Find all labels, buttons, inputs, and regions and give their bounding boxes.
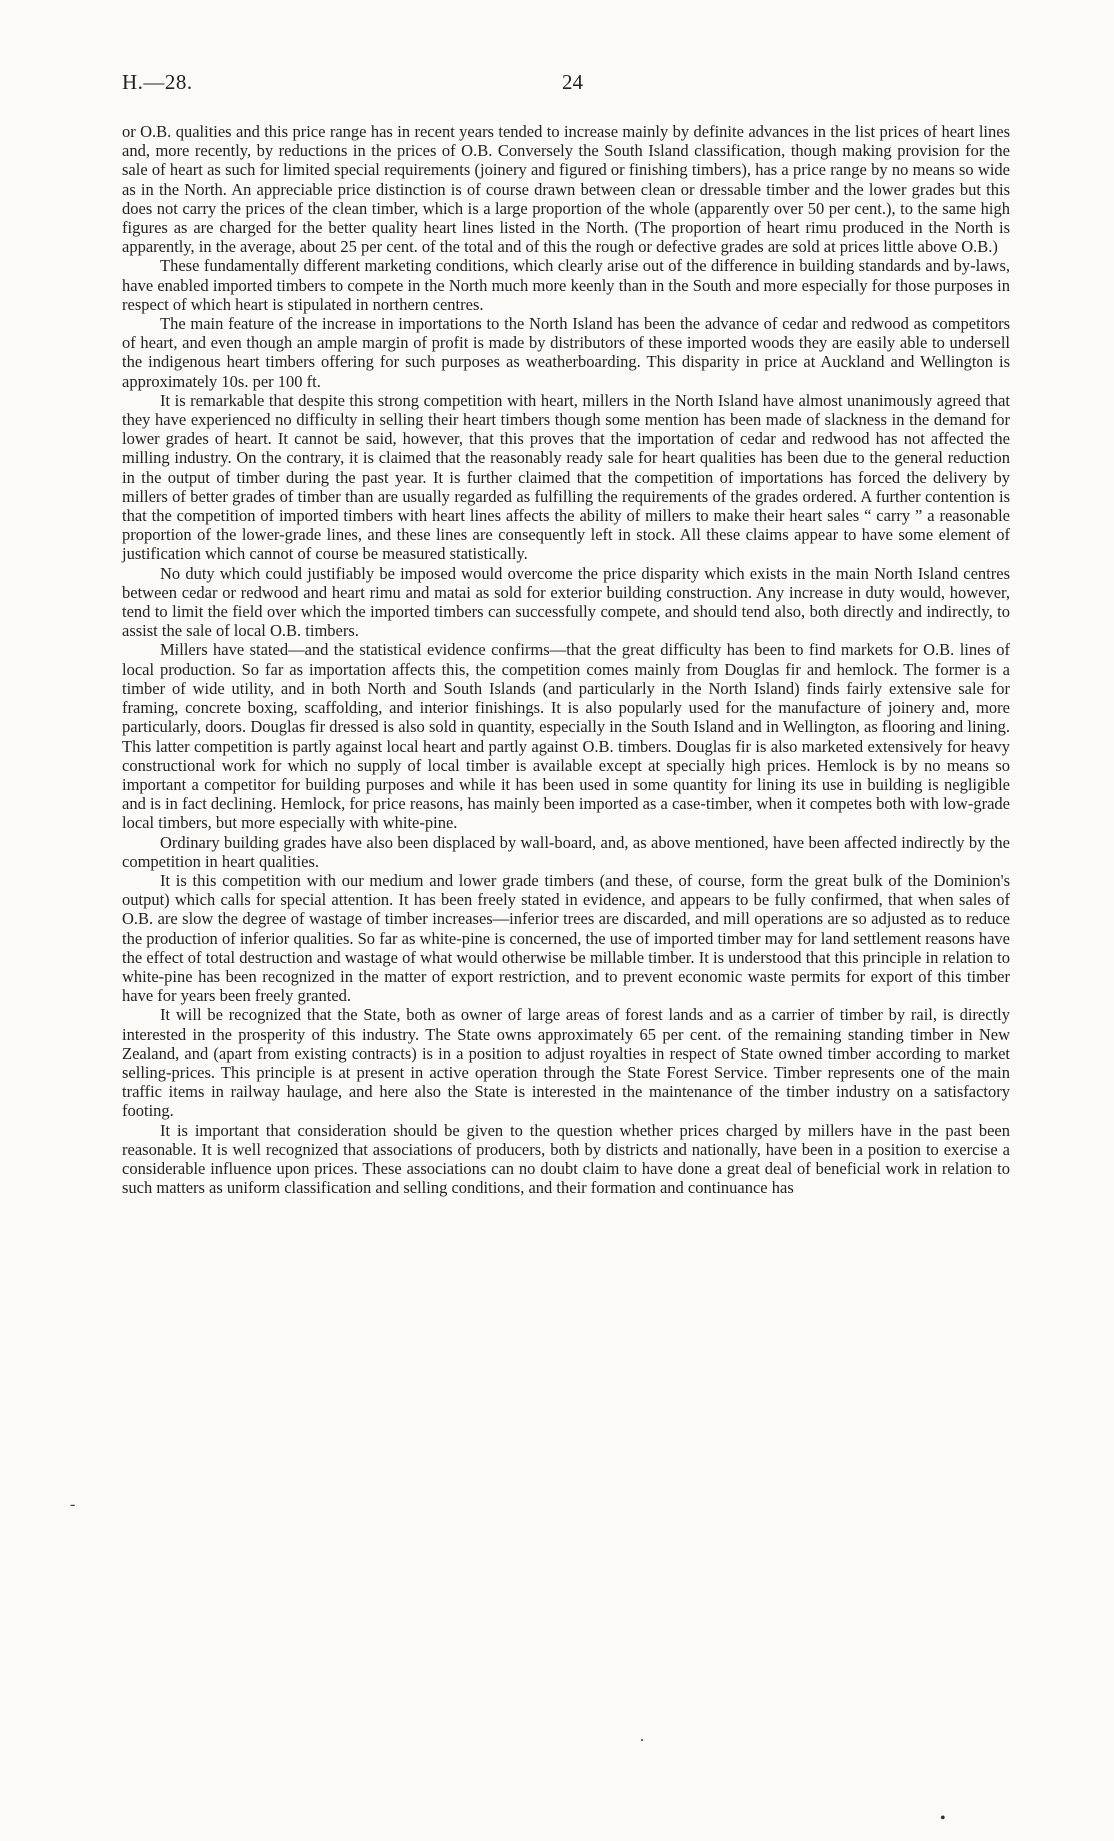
paragraph-3: The main feature of the increase in importations to the North Island has been the advance of cedar and redwood as competitors of heart, and even though an ample margin of profit is made by distributors of these imported woods they are easily able to undersell the indigenous heart timbers offering for such purposes as weatherboarding. This disparity in price at Auckland and Wellington is approximately 10s. per 100 ft. bbox=[122, 314, 1010, 391]
page-header bbox=[122, 70, 1002, 100]
paragraph-1: or O.B. qualities and this price range has in recent years tended to increase mainly by definite advances in the list prices of heart lines and, more recently, by reductions in the prices of O.B. Conversely the South Island classification, though making provision for the sale of heart as such for limited special requirements (joinery and figured or finishing timbers), has a price range by no means so wide as in the North. An appreciable price distinction is of course drawn between clean or dressable timber and the lower grades but this does not carry the prices of the clean timber, which is a large proportion of the whole (apparently over 50 per cent.), to the same high figures as are charged for the better quality heart lines listed in the North. (The proportion of heart rimu produced in the North is apparently, in the average, about 25 per cent. of the total and of this the rough or defective grades are sold at prices little above O.B.) bbox=[122, 122, 1010, 257]
page-number: 24 bbox=[562, 70, 583, 94]
paragraph-4: It is remarkable that despite this strong competition with heart, millers in the North Island have almost unanimously agreed that they have experienced no difficulty in selling their heart timbers though some mention has been made of slackness in the demand for lower grades of heart. It cannot be said, however, that this proves that the importation of cedar and redwood has not affected the milling industry. On the contrary, it is claimed that the reasonably ready sale for heart qualities has been due to the general reduction in the output of timber during the past year. It is further claimed that the competition of importations has forced the delivery by millers of better grades of timber than are usually regarded as fulfilling the requirements of the grades ordered. A further contention is that the competition of imported timbers with heart lines affects the ability of millers to make their heart sales “ carry ” a reasonable proportion of the lower-grade lines, and these lines are consequently left in stock. All these claims appear to have some element of justification which cannot of course be measured statistically. bbox=[122, 390, 1010, 564]
bottom-dot-mark: . bbox=[640, 1728, 644, 1745]
paragraph-2: These fundamentally different marketing conditions, which clearly arise out of the difference in building standards and by-laws, have enabled imported timbers to compete in the North much more keenly than in the South and more especially for those purposes in respect of which heart is stipulated in northern centres. bbox=[122, 256, 1010, 314]
body-text bbox=[122, 122, 1010, 1197]
paragraph-8: It is this competition with our medium and lower grade timbers (and these, of course, form the great bulk of the Dominion's output) which calls for special attention. It has been freely stated in evidence, and appears to be fully confirmed, that when sales of O.B. are slow the degree of wastage of timber increases—inferior trees are discarded, and mill operations are so adjusted as to reduce the production of inferior qualities. So far as white-pine is concerned, the use of imported timber may for land settlement reasons have the effect of total destruction and wastage of what would otherwise be millable timber. It is understood that this principle in relation to white-pine has been recognized in the matter of export restriction, and to prevent economic waste permits for export of this timber have for years been freely granted. bbox=[122, 870, 1010, 1006]
paragraph-9: It will be recognized that the State, both as owner of large areas of forest lands and as a carrier of timber by rail, is directly interested in the prosperity of this industry. The State owns approximately 65 per cent. of the remaining standing timber in New Zealand, and (apart from existing contracts) is in a position to adjust royalties in respect of State owned timber according to market selling-prices. This principle is at present in active operation through the State Forest Service. Timber represents one of the main traffic items in railway haulage, and here also the State is interested in the maintenance of the timber industry on a satisfactory footing. bbox=[122, 1005, 1010, 1121]
document-reference: H.—28. bbox=[122, 70, 193, 94]
paragraph-7: Ordinary building grades have also been displaced by wall-board, and, as above mentioned, have been affected indirectly by the competition in heart qualities. bbox=[122, 832, 1010, 871]
paragraph-6: Millers have stated—and the statistical evidence confirms—that the great difficulty has been to find markets for O.B. lines of local production. So far as importation affects this, the competition comes mainly from Douglas fir and hemlock. The former is a timber of wide utility, and in both North and South Islands (and particularly in the North Island) finds fairly extensive sale for framing, concrete boxing, scaffolding, and interior finishings. It is also popularly used for the manufacture of joinery and, more particularly, doors. Douglas fir dressed is also sold in quantity, especially in the South Island and in Wellington, as flooring and lining. This latter competition is partly against local heart and partly against O.B. timbers. Douglas fir is also marketed extensively for heavy constructional work for which no supply of local timber is available except at specially high prices. Hemlock is by no means so important a competitor for building purposes and while it has been used in some quantity for lining its use in building is negligible and is in fact declining. Hemlock, for price reasons, has mainly been imported as a case-timber, when it competes both with low-grade local timbers, but more especially with white-pine. bbox=[122, 640, 1010, 833]
paragraph-10: It is important that consideration should be given to the question whether prices charged by millers have in the past been reasonable. It is well recognized that associations of producers, both by districts and nationally, have been in a position to exercise a considerable influence upon prices. These associations can no doubt claim to have done a great deal of beneficial work in relation to such matters as uniform classification and selling conditions, and their formation and continuance has bbox=[122, 1120, 1010, 1198]
margin-dash-mark: - bbox=[70, 1496, 76, 1513]
corner-dot-mark: • bbox=[940, 1810, 946, 1827]
paragraph-5: No duty which could justifiably be imposed would overcome the price disparity which exists in the main North Island centres between cedar or redwood and heart rimu and matai as sold for exterior building construction. Any increase in duty would, however, tend to limit the field over which the imported timbers can successfully compete, and should tend also, both directly and indirectly, to assist the sale of local O.B. timbers. bbox=[122, 563, 1010, 641]
